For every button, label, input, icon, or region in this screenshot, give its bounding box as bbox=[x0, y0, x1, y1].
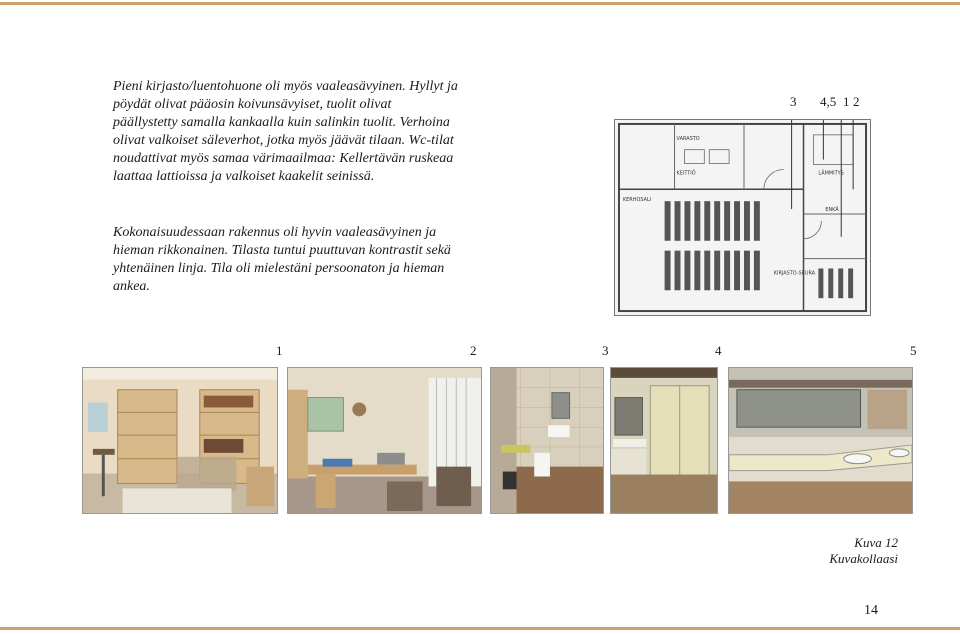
plan-room-label: ENKÄ bbox=[825, 207, 839, 214]
plan-room-label: KIRJASTO-SEURA bbox=[773, 270, 816, 277]
plan-room-label: KEITTIÖ bbox=[676, 170, 696, 177]
photo-washroom bbox=[610, 367, 718, 514]
plan-marker: 1 bbox=[843, 94, 850, 109]
bottom-rule bbox=[0, 627, 960, 630]
plan-room-label: VARASTO bbox=[676, 135, 700, 142]
photo-library-shelves bbox=[82, 367, 278, 514]
plan-marker: 3 bbox=[790, 94, 797, 109]
paragraph-library-description: Pieni kirjasto/luentohuone oli myös vaaleasävyinen. Hyllyt ja pöydät olivat pääosin koivunsävyiset, tuolit olivat päällystetty samalla kankaalla kuin salinkin tuolit. Verhoina olivat valkoiset säleverhot, jotka myös jäävät tilaan. Wc-tilat noudattivat myös samaa värimaailmaa: Kellertävän ruskeaa laattaa lattioissa ja valkoiset kaakelit seinissä. bbox=[113, 79, 458, 184]
floor-plan-drawing bbox=[614, 119, 871, 316]
page-number: 14 bbox=[864, 603, 878, 618]
plan-room-label: KERHOSALI bbox=[622, 197, 652, 204]
paragraph-overall-impression: Kokonaisuudessaan rakennus oli hyvin vaaleasävyinen ja hieman rikkonainen. Tilasta tuntui puuttuvan kontrastit sekä yhtenäinen linja. Tila oli mielestäni persoonaton ja hieman ankea. bbox=[113, 225, 451, 294]
plan-marker: 2 bbox=[853, 94, 860, 109]
photo-number: 4 bbox=[715, 343, 722, 358]
plan-marker-numbers bbox=[786, 94, 876, 110]
photo-meeting-room bbox=[287, 367, 482, 514]
photo-number: 3 bbox=[602, 343, 609, 358]
photo-sink-counter bbox=[728, 367, 913, 514]
photo-number: 2 bbox=[470, 343, 477, 358]
figure-number: Kuva 12 bbox=[854, 535, 898, 550]
photo-toilet-room bbox=[490, 367, 604, 514]
plan-marker: 4,5 bbox=[820, 94, 837, 109]
top-rule bbox=[0, 2, 960, 5]
figure-caption: Kuvakollaasi bbox=[829, 551, 898, 566]
photo-number: 1 bbox=[276, 343, 283, 358]
photo-number: 5 bbox=[910, 343, 917, 358]
plan-room-label: LÄMMITYS bbox=[818, 170, 844, 177]
